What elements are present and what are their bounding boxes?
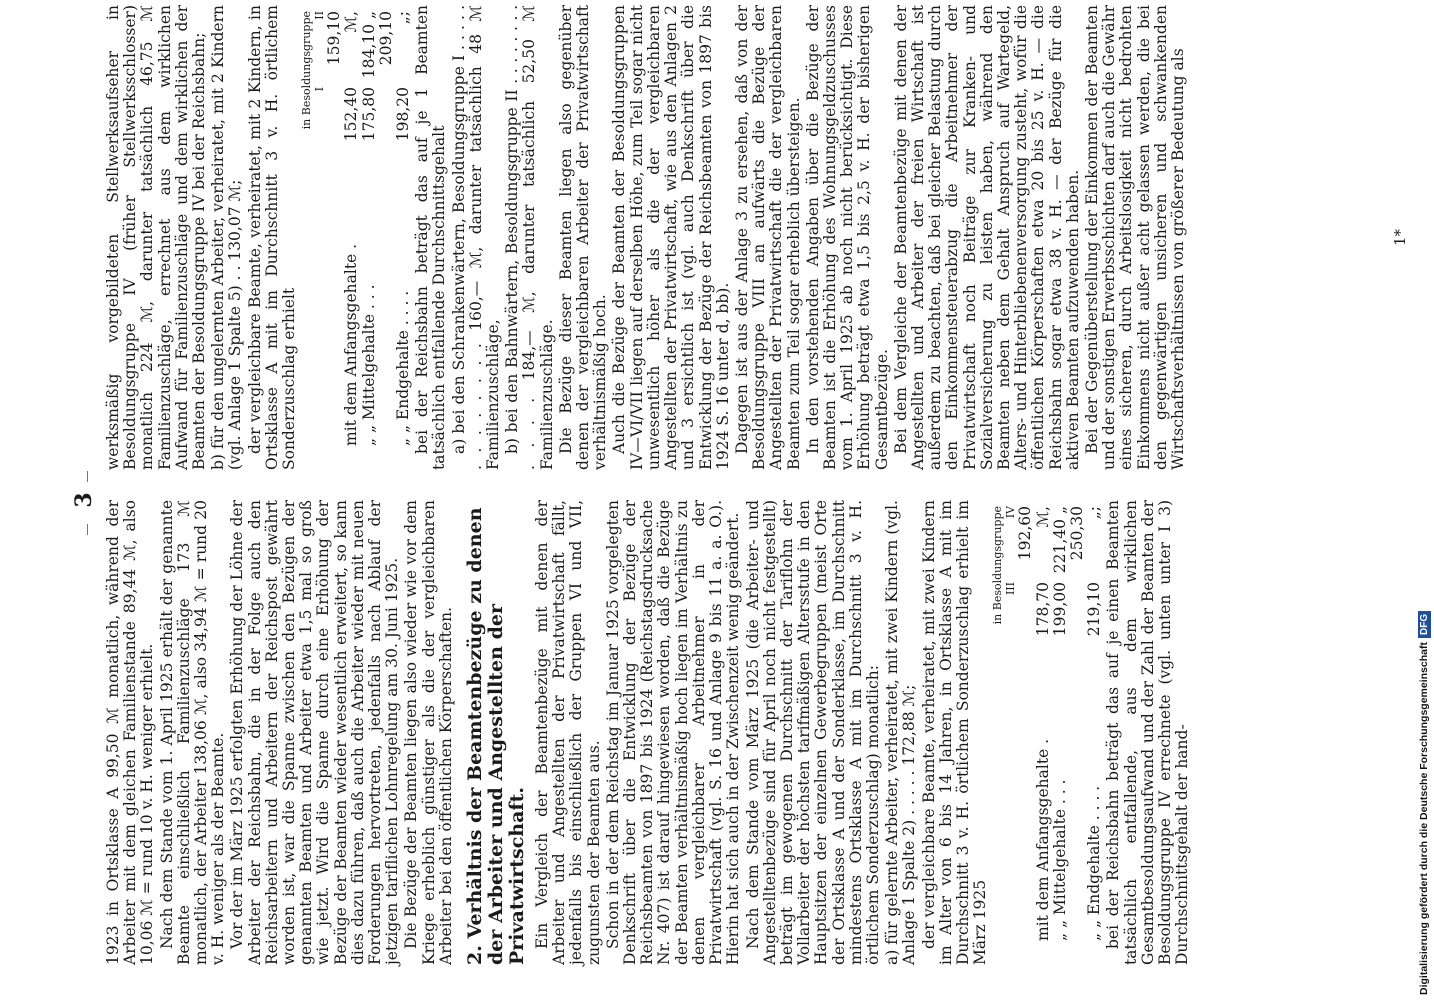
- cell-value: 219,10: [1085, 582, 1104, 637]
- list-item-a: a) für gelernte Arbeiter, verheiratet, mit zwei Kindern (vgl. Anlage 1 Spalte 2) . . . . . 172,88 ℳ;: [883, 500, 919, 965]
- cell-value: 198,20: [394, 87, 413, 142]
- right-column: [105, 5, 1189, 470]
- paragraph: Ein Vergleich der Beamtenbezüge mit denen der Arbeiter und Angestellten der Privatwirtschaft fällt, jedenfalls bis einschließlich der Gruppen VI und VII, zugunsten der Beamten aus.: [533, 500, 603, 965]
- paragraph: Nach dem Stande vom März 1925 (die Arbeiter- und Angestelltenbezüge sind für April noch nicht festgestellt) beträgt im gewogenen Durchschnitt der Tariflohn der Vollarbeiter der höchsten tarifmäßigen Altersstufe in den Hauptsitzen der einzelnen Gewerbegruppen (meist Orte der Ortsklasse A und der Sonderklasse, im Durchschnitt mindestens Ortsklasse A mit im Durchschnitt 3 v. H. örtlichem Sonderzuschlag) monatlich:: [743, 500, 882, 965]
- cell-value: 209,10 „;: [376, 11, 413, 66]
- table-header-caption: in Besoldungsgruppe: [300, 11, 314, 130]
- paragraph: Die Bezüge dieser Beamten liegen also gegenüber denen der vergleichbaren Arbeiter der Privatwirtschaft verhältnismäßig hoch.: [556, 5, 610, 470]
- table-row: [1052, 500, 1069, 965]
- cell-value: 175,80: [359, 87, 378, 142]
- row-label: „ „ Endgehalte . . . .: [394, 290, 413, 446]
- signature-mark: 1*: [1391, 228, 1409, 247]
- sub-item-b: b) bei den Bahnwärtern, Besoldungsgruppe II . . . . . . . . . . . . 184,— ℳ, darunter tatsächlich 52,50 ℳ Familienzuschläge.: [503, 5, 556, 470]
- table-row: [1017, 500, 1051, 965]
- cell-value: 152,40: [342, 87, 361, 142]
- dfg-logo: DFG: [1418, 611, 1431, 638]
- paragraph: werksmäßig vorgebildeten Stellwerksaufseher in Besoldungsgruppe IV (früher Stellwerksschlosser) monatlich 224 ℳ, darunter tatsächlich 46,75 ℳ Familienzuschläge, errechnet aus dem wirklichen Aufwand für Familienzuschläge und dem wirklichen der Beamten der Besoldungsgruppe IV bei der Reichsbahn;: [104, 5, 209, 470]
- paragraph: bei der Reichsbahn beträgt das auf je 1 Beamten tatsächlich entfallende Durchschnittsgehalt: [413, 5, 449, 470]
- column-header: II: [313, 11, 327, 20]
- paragraph: Vor der im März 1925 erfolgten Erhöhung der Löhne der Arbeiter der Reichsbahn, die in der Folge auch den Reichsarbeitern und Arbeitern der Reichspost gewährt worden ist, war die Spanne zwischen den Bezügen der genannten Beamten und Arbeiter etwa 1,5 mal so groß wie jetzt. Wird die Spanne durch eine Erhöhung der Bezüge der Beamten wieder wesentlich erweitert, so kann dies dazu führen, daß auch die Arbeiter wieder mit neuen Forderungen hervortreten, jedenfalls nach Ablauf der jetzigen tariflichen Lohnregelung am 30. Juni 1925.: [228, 500, 402, 965]
- section-heading: 2. Verhältnis der Beamtenbezüge zu denen der Arbeiter und Angestellten der Privatwirtschaft.: [464, 507, 529, 965]
- cell-value: 159,10 ℳ,: [325, 11, 361, 66]
- row-label: mit dem Anfangsgehalte .: [342, 243, 361, 446]
- page-number: — 3 —: [71, 464, 97, 536]
- table-row: [1069, 500, 1103, 965]
- table-header-row: [1004, 500, 1017, 965]
- paragraph: Die Bezüge der Beamten liegen also wieder wie vor dem Kriege erheblich günstiger als die der vergleichbaren Arbeiter bei den öffentlichen Körperschaften.: [402, 500, 455, 965]
- cell-value: 178,70: [1033, 582, 1052, 637]
- row-label: mit dem Anfangsgehalte .: [1033, 738, 1052, 941]
- paragraph: Nach dem Stande vom 1. April 1925 erhält der genannte Beamte einschließlich Familienzuschläge 173 ℳ monatlich, der Arbeiter 138,06 ℳ, also 34,94 ℳ = rund 20 v. H. weniger als der Beamte.: [157, 500, 228, 965]
- table-row: [326, 5, 360, 470]
- paragraph: bei der Reichsbahn beträgt das auf je einen Beamten tatsächlich entfallende, aus dem wirklichen Gesamtbesoldungsaufwand und der Zahl der Beamten der Besoldungsgruppe IV errechnete (vgl. unten unter I 3) Durchschnittsgehalt der hand-: [1104, 500, 1192, 965]
- rotated-page-content: [71, 0, 1434, 1000]
- paragraph: Schon in der dem Reichstag im Januar 1925 vorgelegten Denkschrift über die Entwicklung der Bezüge der Reichsbeamten von 1897 bis 1924 (Reichstagsdrucksache Nr. 407) ist darauf hingewiesen worden, daß die Bezüge der Beamten verhältnismäßig hoch liegen im Verhältnis zu denen vergleichbarer Arbeitnehmer in der Privatwirtschaft (vgl. S. 16 und Anlage 9 bis 11 a. a. O.). Hierin hat sich auch in der Zwischenzeit wenig geändert.: [603, 500, 743, 965]
- table-row: [361, 5, 378, 470]
- table-header-caption: in Besoldungsgruppe: [991, 506, 1005, 625]
- table-header-row: [991, 500, 1004, 965]
- cell-value: 250,30 „;: [1067, 506, 1104, 561]
- column-header: I: [313, 87, 327, 92]
- table-header-row: [313, 5, 326, 470]
- left-column: [105, 500, 1193, 965]
- sub-item-a: a) bei den Schrankenwärtern, Besoldungsgruppe I . . . . . . . . . . . . . 160,— ℳ, darunter tatsächlich 48 ℳ Familienzuschläge,: [449, 5, 503, 470]
- cell-value: 221,40 „: [1050, 506, 1069, 574]
- salary-table-left: [991, 500, 1103, 965]
- cell-value: 184,10 „: [359, 11, 378, 79]
- paragraph: Dagegen ist aus der Anlage 3 zu ersehen, daß von der Besoldungsgruppe VIII an aufwärts die Bezüge der Angestellten der Privatwirtschaft die der vergleichbaren Beamten zum Teil sogar erheblich übersteigen.: [732, 5, 803, 470]
- dfg-credit-text: Digitalisierung gefördert durch die Deutsche Forschungsgemeinschaft: [1418, 642, 1430, 995]
- column-header: IV: [1004, 506, 1018, 519]
- table-header-row: [300, 5, 313, 470]
- salary-table-right: [300, 5, 412, 470]
- row-label: „ „ Mittelgehalte . . .: [359, 284, 378, 446]
- row-label: „ „ Endgehalte . . . .: [1085, 785, 1104, 941]
- column-header: III: [1004, 582, 1018, 596]
- paragraph: der vergleichbare Beamte, verheiratet, mit zwei Kindern im Alter von 6 bis 14 Jahren, in Ortsklasse A mit im Durchschnitt 3 v. H. örtlichem Sonderzuschlag erhielt im März 1925: [919, 500, 990, 965]
- paragraph: Bei der Gegenüberstellung der Einkommen der Beamten und der sonstigen Erwerbsschichten darf auch die Gewähr eines sicheren, durch Arbeitslosigkeit nicht bedrohten Einkommens nicht außer acht gelassen werden, die bei den gegenwärtigen unsicheren und schwankenden Wirtschaftsverhältnissen von größerer Bedeutung als: [1082, 5, 1187, 470]
- page-number-text: 3: [71, 492, 97, 508]
- row-label: „ „ Mittelgehalte . . .: [1050, 779, 1069, 941]
- paragraph: der vergleichbare Beamte, verheiratet, mit 2 Kindern, in Ortsklasse A mit im Durchschnitt 3 v. H. örtlichem Sonderzuschlag erhielt: [245, 5, 299, 470]
- paragraph: 1923 in Ortsklasse A 99,50 ℳ monatlich, während der Arbeiter mit dem gleichen Familienstande 89,44 ℳ, also 10,06 ℳ = rund 10 v. H. weniger erhielt.: [104, 500, 157, 965]
- cell-value: 192,60 ℳ,: [1016, 506, 1052, 561]
- paragraph: In den vorstehenden Angaben über die Bezüge der Beamten ist die Erhöhung des Wohnungsgeldzuschusses vom 1. April 1925 ab noch nicht berücksichtigt. Diese Erhöhung beträgt etwa 1,5 bis 2,5 v. H. der bisherigen Gesamtbezüge.: [803, 5, 891, 470]
- list-item-b: b) für den ungelernten Arbeiter, verheiratet, mit 2 Kindern (vgl. Anlage 1 Spalte 5) . . 130,07 ℳ;: [209, 5, 245, 470]
- paragraph: Bei dem Vergleiche der Beamtenbezüge mit denen der Angestellten und Arbeiter der freien Wirtschaft ist außerdem zu beachten, daß bei gleicher Belastung durch den Einkommensteuerabzug die Arbeitnehmer der Privatwirtschaft noch Beiträge zur Kranken- und Sozialversicherung zu leisten haben, während den Beamten neben dem Gehalt Anspruch auf Wartegeld, Alters- und Hinterbliebenenversorgung zusteht, wofür die öffentlichen Körperschaften etwa 20 bis 25 v. H. — die Reichsbahn sogar etwa 38 v. H. — der Bezüge für die aktiven Beamten aufzuwenden haben.: [891, 5, 1082, 470]
- cell-value: 199,00: [1050, 582, 1069, 637]
- table-row: [378, 5, 412, 470]
- paragraph: Auch die Bezüge der Beamten der Besoldungsgruppen IV—VI/VII liegen auf derselben Höhe, zum Teil sogar nicht unwesentlich höher als die der vergleichbaren Angestellten der Privatwirtschaft, wie aus den Anlagen 2 und 3 ersichtlich ist (vgl. auch Denkschrift über die Entwicklung der Bezüge der Reichsbeamten von 1897 bis 1924 S. 16 unter d, bb).: [610, 5, 732, 470]
- dfg-credit-strip: [1418, 611, 1431, 995]
